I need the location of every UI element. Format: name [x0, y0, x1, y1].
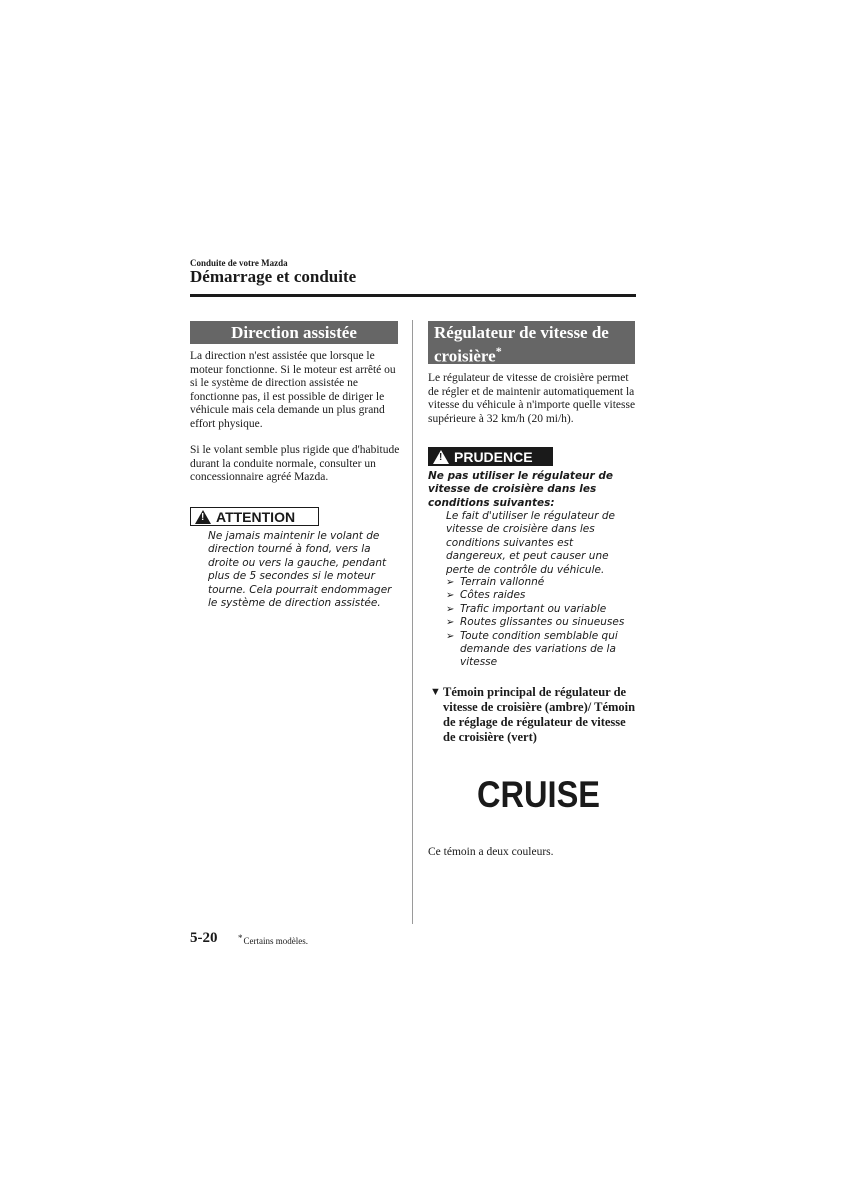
arrow-bullet-icon: ➢	[446, 617, 455, 629]
header-rule	[190, 294, 636, 297]
section-label: Conduite de votre Mazda	[190, 258, 288, 268]
list-item	[446, 603, 636, 616]
footnote	[238, 933, 308, 946]
footnote-text: Certains modèles.	[243, 936, 308, 946]
prudence-lead: Ne pas utiliser le régulateur de vitesse de croisière dans les conditions suivantes:	[428, 470, 614, 509]
arrow-bullet-icon: ➢	[446, 603, 455, 615]
down-triangle-icon: ▼	[430, 686, 441, 698]
cruise-control-heading-text: Régulateur de vitesse de croisière	[434, 323, 609, 366]
list-item-text: Toute condition semblable qui demande des variations de la vitesse	[460, 629, 618, 669]
list-item-text: Côtes raides	[460, 589, 526, 602]
list-item	[446, 616, 636, 629]
attention-label-box	[190, 507, 319, 526]
arrow-bullet-icon: ➢	[446, 577, 455, 588]
prudence-conditions-list	[446, 576, 636, 670]
list-item-text: Terrain vallonné	[460, 576, 545, 588]
list-item	[446, 630, 636, 670]
prudence-label-box	[428, 447, 553, 466]
power-steering-paragraph-1: La direction n'est assistée que lorsque le moteur fonctionne. Si le moteur est arrêté ou si le système de direction assistée ne fonctionne pas, il est possible de diriger le véhicule mais cela demande un plus grand effort physique.	[190, 350, 396, 430]
column-divider	[412, 320, 413, 924]
arrow-bullet-icon: ➢	[446, 630, 455, 642]
prudence-body: Le fait d'utiliser le régulateur de vitesse de croisière dans les conditions suivantes est dangereux, et peut causer une perte de contrôle du véhicule.	[446, 510, 615, 576]
power-steering-paragraph-2: Si le volant semble plus rigide que d'habitude durant la conduite normale, consulter un concessionnaire agréé Mazda.	[190, 444, 400, 483]
cruise-indicator-symbol: CRUISE	[477, 774, 601, 815]
cruise-control-paragraph: Le régulateur de vitesse de croisière permet de régler et de maintenir automatiquement la vitesse du véhicule à n'importe quelle vitesse supérieure à 32 km/h (20 mi/h).	[428, 372, 636, 425]
chapter-title: Démarrage et conduite	[190, 267, 357, 286]
list-item	[446, 589, 636, 602]
indicator-subheading-text: Témoin principal de régulateur de vitesse de croisière (ambre)/ Témoin de réglage de régulateur de vitesse de croisière (vert)	[443, 685, 636, 744]
list-item	[446, 576, 636, 589]
warning-triangle-icon	[195, 510, 211, 524]
page-number: 5-20	[190, 930, 218, 946]
indicator-subheading	[430, 685, 636, 745]
warning-triangle-icon	[433, 450, 449, 464]
footnote-mark: *	[238, 933, 243, 943]
list-item-text: Routes glissantes ou sinueuses	[460, 616, 625, 629]
cruise-control-heading	[428, 321, 635, 364]
power-steering-heading: Direction assistée	[190, 321, 398, 344]
list-item-text: Trafic important ou variable	[460, 602, 607, 615]
heading-footnote-mark: *	[495, 344, 502, 358]
indicator-note: Ce témoin a deux couleurs.	[428, 846, 554, 858]
attention-label: ATTENTION	[216, 508, 296, 525]
arrow-bullet-icon: ➢	[446, 590, 455, 602]
prudence-label: PRUDENCE	[454, 448, 533, 465]
attention-text: Ne jamais maintenir le volant de direction tourné à fond, vers la droite ou vers la gauche, pendant plus de 5 secondes si le moteur tourne. Cela pourrait endommager le système de direction assistée.	[208, 530, 392, 610]
